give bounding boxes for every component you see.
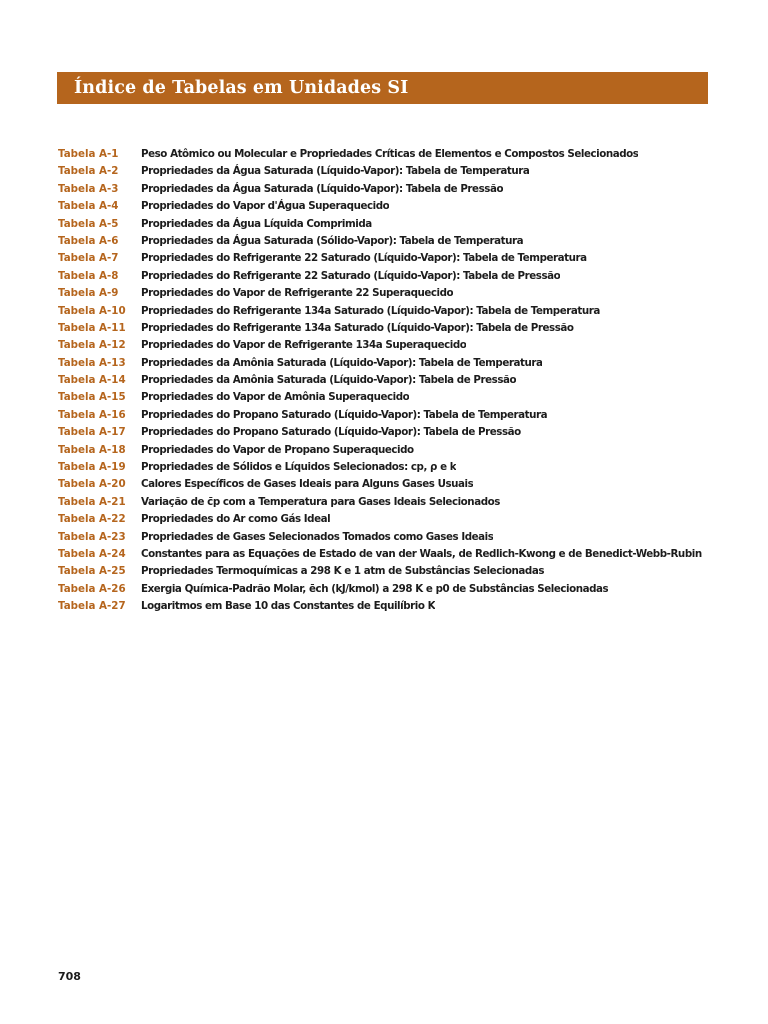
table-title: Propriedades da Amônia Saturada (Líquido-Vapor): Tabela de Temperatura: [141, 356, 543, 369]
list-item: [58, 494, 708, 511]
list-item: [58, 163, 708, 180]
table-title: Propriedades do Propano Saturado (Líquido-Vapor): Tabela de Pressão: [141, 426, 521, 439]
list-item: [58, 511, 708, 528]
table-title: Propriedades do Refrigerante 134a Saturado (Líquido-Vapor): Tabela de Temperatura: [141, 304, 600, 317]
table-number: Tabela A-18: [58, 443, 126, 456]
list-item: [58, 355, 708, 372]
table-title: Propriedades do Vapor d'Água Superaquecido: [141, 200, 390, 213]
page-title: Índice de Tabelas em Unidades SI: [74, 78, 409, 98]
table-index-list: [58, 146, 708, 616]
table-title: Propriedades da Água Líquida Comprimida: [141, 217, 372, 230]
table-number: Tabela A-15: [58, 391, 126, 404]
table-number: Tabela A-4: [58, 200, 119, 213]
table-number: Tabela A-5: [58, 217, 119, 230]
table-number: Tabela A-17: [58, 426, 126, 439]
list-item: [58, 146, 708, 163]
list-item: [58, 268, 708, 285]
table-title: Propriedades de Gases Selecionados Tomados como Gases Ideais: [141, 530, 494, 543]
table-number: Tabela A-16: [58, 408, 126, 421]
table-number: Tabela A-25: [58, 565, 126, 578]
table-number: Tabela A-8: [58, 269, 119, 282]
table-number: Tabela A-19: [58, 461, 126, 474]
table-title: Peso Atômico ou Molecular e Propriedades Críticas de Elementos e Compostos Selecionados: [141, 148, 639, 160]
list-item: [58, 285, 708, 302]
list-item: [58, 442, 708, 459]
table-number: Tabela A-2: [58, 165, 119, 178]
table-number: Tabela A-23: [58, 530, 126, 543]
list-item: [58, 372, 708, 389]
table-title: Propriedades da Água Saturada (Líquido-Vapor): Tabela de Temperatura: [141, 165, 530, 178]
table-number: Tabela A-12: [58, 339, 126, 352]
table-title: Constantes para as Equações de Estado de van der Waals, de Redlich-Kwong e de Benedict-Webb-Rubin: [141, 547, 702, 560]
list-item: [58, 407, 708, 424]
table-number: Tabela A-22: [58, 513, 126, 526]
list-item: [58, 424, 708, 441]
table-number: Tabela A-3: [58, 182, 119, 195]
page-number: 708: [58, 970, 81, 983]
table-number: Tabela A-21: [58, 495, 126, 508]
table-title: Propriedades da Água Saturada (Sólido-Vapor): Tabela de Temperatura: [141, 234, 524, 247]
list-item: [58, 250, 708, 267]
table-number: Tabela A-27: [58, 600, 126, 613]
table-title: Propriedades do Refrigerante 22 Saturado (Líquido-Vapor): Tabela de Pressão: [141, 269, 561, 282]
table-number: Tabela A-24: [58, 547, 126, 560]
table-title: Propriedades do Propano Saturado (Líquido-Vapor): Tabela de Temperatura: [141, 408, 548, 421]
list-item: [58, 216, 708, 233]
list-item: [58, 529, 708, 546]
list-item: [58, 198, 708, 215]
table-number: Tabela A-14: [58, 374, 126, 387]
table-number: Tabela A-11: [58, 321, 126, 334]
table-title: Calores Específicos de Gases Ideais para Alguns Gases Usuais: [141, 478, 474, 491]
table-title: Propriedades Termoquímicas a 298 K e 1 atm de Substâncias Selecionadas: [141, 565, 545, 578]
table-title: Exergia Química-Padrão Molar, ēch (kJ/kmol) a 298 K e p0 de Substâncias Selecionadas: [141, 582, 609, 595]
table-title: Logaritmos em Base 10 das Constantes de Equilíbrio K: [141, 600, 436, 613]
table-number: Tabela A-13: [58, 356, 126, 369]
table-number: Tabela A-10: [58, 304, 126, 317]
table-number: Tabela A-20: [58, 478, 126, 491]
table-number: Tabela A-7: [58, 252, 119, 265]
list-item: [58, 476, 708, 493]
table-number: Tabela A-6: [58, 234, 119, 247]
table-number: Tabela A-26: [58, 582, 126, 595]
list-item: [58, 581, 708, 598]
list-item: [58, 389, 708, 406]
table-title: Propriedades do Vapor de Amônia Superaquecido: [141, 391, 410, 404]
table-title: Propriedades do Ar como Gás Ideal: [141, 513, 331, 526]
list-item: [58, 598, 708, 615]
table-number: Tabela A-9: [58, 287, 119, 300]
list-item: [58, 233, 708, 250]
list-item: [58, 563, 708, 580]
table-title: Propriedades do Refrigerante 22 Saturado (Líquido-Vapor): Tabela de Temperatura: [141, 252, 587, 265]
table-title: Propriedades da Água Saturada (Líquido-Vapor): Tabela de Pressão: [141, 182, 504, 195]
list-item: [58, 303, 708, 320]
table-title: Propriedades da Amônia Saturada (Líquido-Vapor): Tabela de Pressão: [141, 374, 517, 387]
table-title: Propriedades do Vapor de Propano Superaquecido: [141, 443, 414, 456]
table-title: Variação de c̄p com a Temperatura para Gases Ideais Selecionados: [141, 495, 500, 508]
table-title: Propriedades do Refrigerante 134a Saturado (Líquido-Vapor): Tabela de Pressão: [141, 321, 574, 334]
list-item: [58, 320, 708, 337]
table-title: Propriedades de Sólidos e Líquidos Selecionados: cp, ρ e k: [141, 461, 457, 474]
table-title: Propriedades do Vapor de Refrigerante 22 Superaquecido: [141, 287, 454, 300]
list-item: [58, 181, 708, 198]
list-item: [58, 459, 708, 476]
table-title: Propriedades do Vapor de Refrigerante 134a Superaquecido: [141, 339, 467, 352]
list-item: [58, 337, 708, 354]
list-item: [58, 546, 708, 563]
table-number: Tabela A-1: [58, 148, 119, 160]
header-bar: [57, 72, 708, 104]
